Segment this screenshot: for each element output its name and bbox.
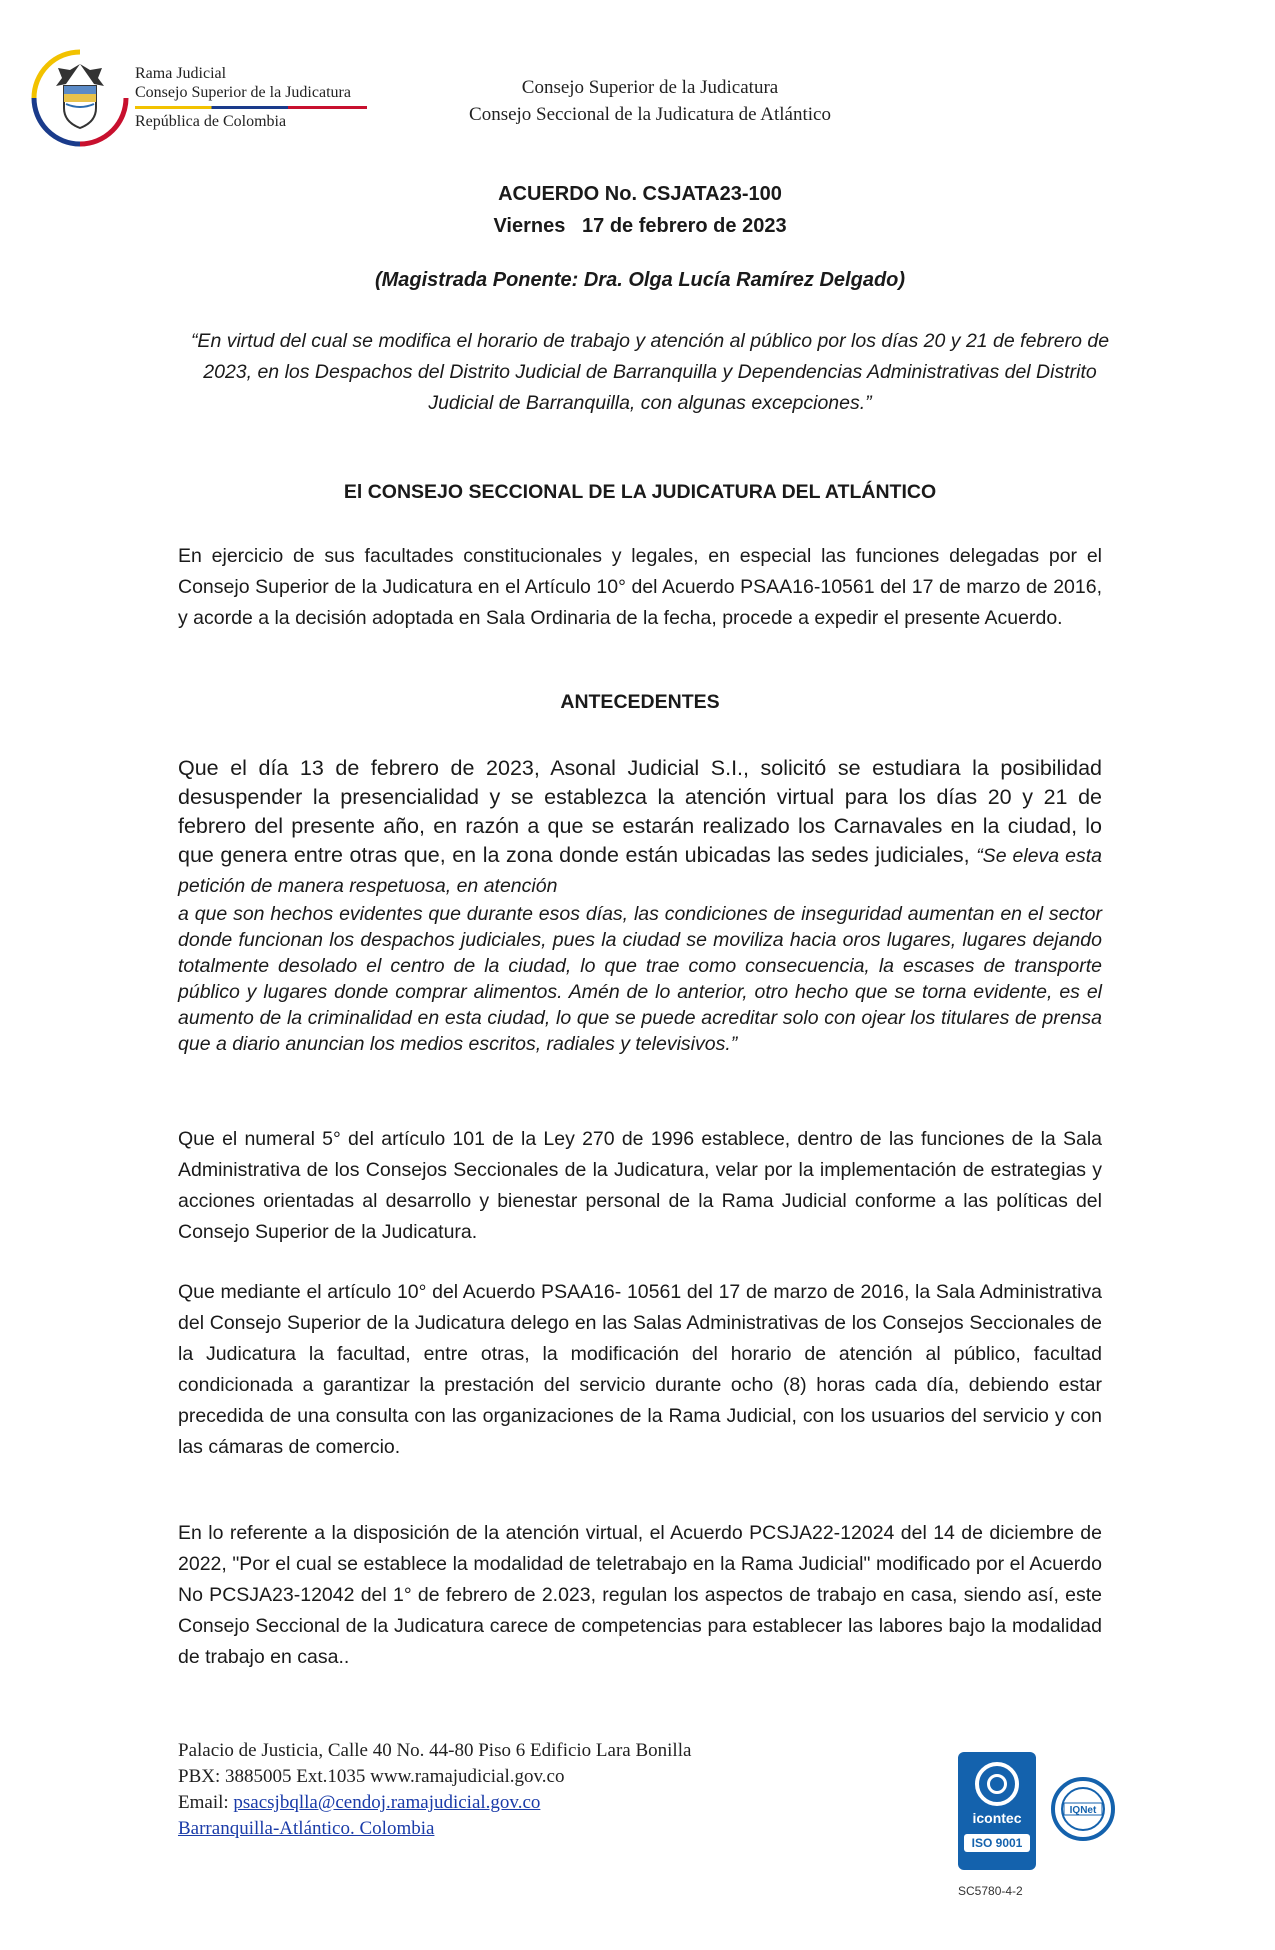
- paragraph-ley-270: Que el numeral 5° del artículo 101 de la Ley 270 de 1996 establece, dentro de las funciones de la Sala Administrativa de los Consejos Seccionales de la Judicatura, velar por la implementación de estrategias y acciones orientadas al desarrollo y bienestar personal de la Rama Judicial conforme a las políticas del Consejo Superior de la Judicatura.: [178, 1128, 1102, 1243]
- footer-phone: PBX: 3885005 Ext.1035 www.ramajudicial.gov.co: [178, 1766, 565, 1787]
- footer-address: Palacio de Justicia, Calle 40 No. 44-80 Piso 6 Edificio Lara Bonilla: [178, 1740, 692, 1761]
- paragraph-teletrabajo: En lo referente a la disposición de la atención virtual, el Acuerdo PCSJA22-12024 del 14 de diciembre de 2022, "Por el cual se establece la modalidad de teletrabajo en la Rama Judicial" modificado por el Acuerdo No PCSJA23-12042 del 1° de febrero de 2.023, regulan los aspectos de trabajo en casa, siendo así, este Consejo Seccional de la Judicatura carece de competencias para establecer las labores bajo la modalidad de trabajo en casa..: [178, 1522, 1102, 1668]
- icontec-icon: [975, 1762, 1019, 1806]
- logo-line-1: Rama Judicial: [135, 65, 227, 82]
- header-institution: [380, 74, 920, 128]
- iqnet-seal-icon: [1050, 1776, 1116, 1842]
- icontec-brand: icontec: [972, 1810, 1022, 1826]
- paragraph-acuerdo-psaa16: Que mediante el artículo 10° del Acuerdo PSAA16- 10561 del 17 de marzo de 2016, la Sala Administrativa del Consejo Superior de la Judicatura delego en las Salas Administrativas de los Consejos Seccionales de la Judicatura la facultad, entre otras, la modificación del horario de atención al público, facultad condicionada a garantizar la prestación del servicio durante ocho (8) horas cada día, debiendo estar precedida de una consulta con las organizaciones de la Rama Judicial, con los usuarios del servicio y con las cámaras de comercio.: [178, 1281, 1102, 1458]
- asonal-quote-start: “Se eleva esta petición de manera respetuosa, en atención: [178, 845, 1103, 897]
- iqnet-label: IQNet: [1069, 1805, 1097, 1816]
- section-heading-antecedentes: ANTECEDENTES: [560, 691, 720, 713]
- acuerdo-number: ACUERDO No. CSJATA23-100: [498, 183, 782, 205]
- header-line-2: Consejo Seccional de la Judicatura de Atlántico: [469, 104, 831, 125]
- footer-email-link[interactable]: psacsjbqlla@cendoj.ramajudicial.gov.co: [233, 1792, 541, 1813]
- paragraph-facultades: En ejercicio de sus facultades constitucionales y legales, en especial las funciones delegadas por el Consejo Superior de la Judicatura en el Artículo 10° del Acuerdo PSAA16-10561 del 17 de marzo de 2016, y acorde a la decisión adoptada en Sala Ordinaria de la fecha, procede a expedir el presente Acuerdo.: [178, 545, 1102, 629]
- acuerdo-subject-quote: “En virtud del cual se modifica el horario de trabajo y atención al público por los días 20 y 21 de febrero de 2023, en los Despachos del Distrito Judicial de Barranquilla y Dependencias Administrativas del Distrito Judicial de Barranquilla, con algunas excepciones.”: [190, 330, 1110, 414]
- icontec-certification-badge: [958, 1752, 1036, 1870]
- footer-email-label: Email:: [178, 1792, 234, 1813]
- paragraph-asonal-request: [178, 754, 1102, 1057]
- footer-email-row: [178, 1790, 691, 1816]
- acuerdo-date: Viernes 17 de febrero de 2023: [493, 215, 787, 237]
- asonal-quote-rest: a que son hechos evidentes que durante esos días, las condiciones de inseguridad aumentan en el sector donde funcionan los despachos judiciales, pues la ciudad se moviliza hacia oros lugares, lugares dejando totalmente desolado el centro de la ciudad, lo que trae como consecuencia, la escases de transporte público y lugares donde comprar alimentos. Amén de lo anterior, otro hecho que se torna evidente, es el aumento de la criminalidad en esta ciudad, lo que se puede acreditar solo con ojear los titulares de prensa que a diario anuncian los medios escritos, radiales y televisivos.”: [178, 903, 1102, 1055]
- flag-rule: [135, 106, 367, 109]
- iqnet-certification-badge: [1050, 1776, 1116, 1842]
- footer-contact: [178, 1738, 691, 1842]
- logo-line-3: República de Colombia: [135, 113, 287, 130]
- logo-line-2: Consejo Superior de la Judicatura: [135, 84, 351, 101]
- footer-city-link[interactable]: Barranquilla-Atlántico. Colombia: [178, 1818, 435, 1839]
- logo-text-block: [135, 64, 367, 131]
- document-code: SC5780-4-2: [958, 1884, 1023, 1898]
- coat-of-arms-logo-icon: [30, 48, 130, 148]
- council-heading: El CONSEJO SECCIONAL DE LA JUDICATURA DEL ATLÁNTICO: [343, 481, 937, 503]
- magistrada-ponente: (Magistrada Ponente: Dra. Olga Lucía Ramírez Delgado): [374, 269, 906, 291]
- document-title: [178, 178, 1102, 242]
- iso-9001-label: ISO 9001: [964, 1834, 1030, 1852]
- header-line-1: Consejo Superior de la Judicatura: [521, 77, 779, 98]
- asonal-request-text: Que el día 13 de febrero de 2023, Asonal Judicial S.I., solicitó se estudiara la posibilidad desuspender la presencialidad y se establezca la atención virtual para los días 20 y 21 de febrero del presente año, en razón a que se estarán realizado los Carnavales en la ciudad, lo que genera entre otras que, en la zona donde están ubicadas las sedes judiciales,: [178, 756, 1102, 867]
